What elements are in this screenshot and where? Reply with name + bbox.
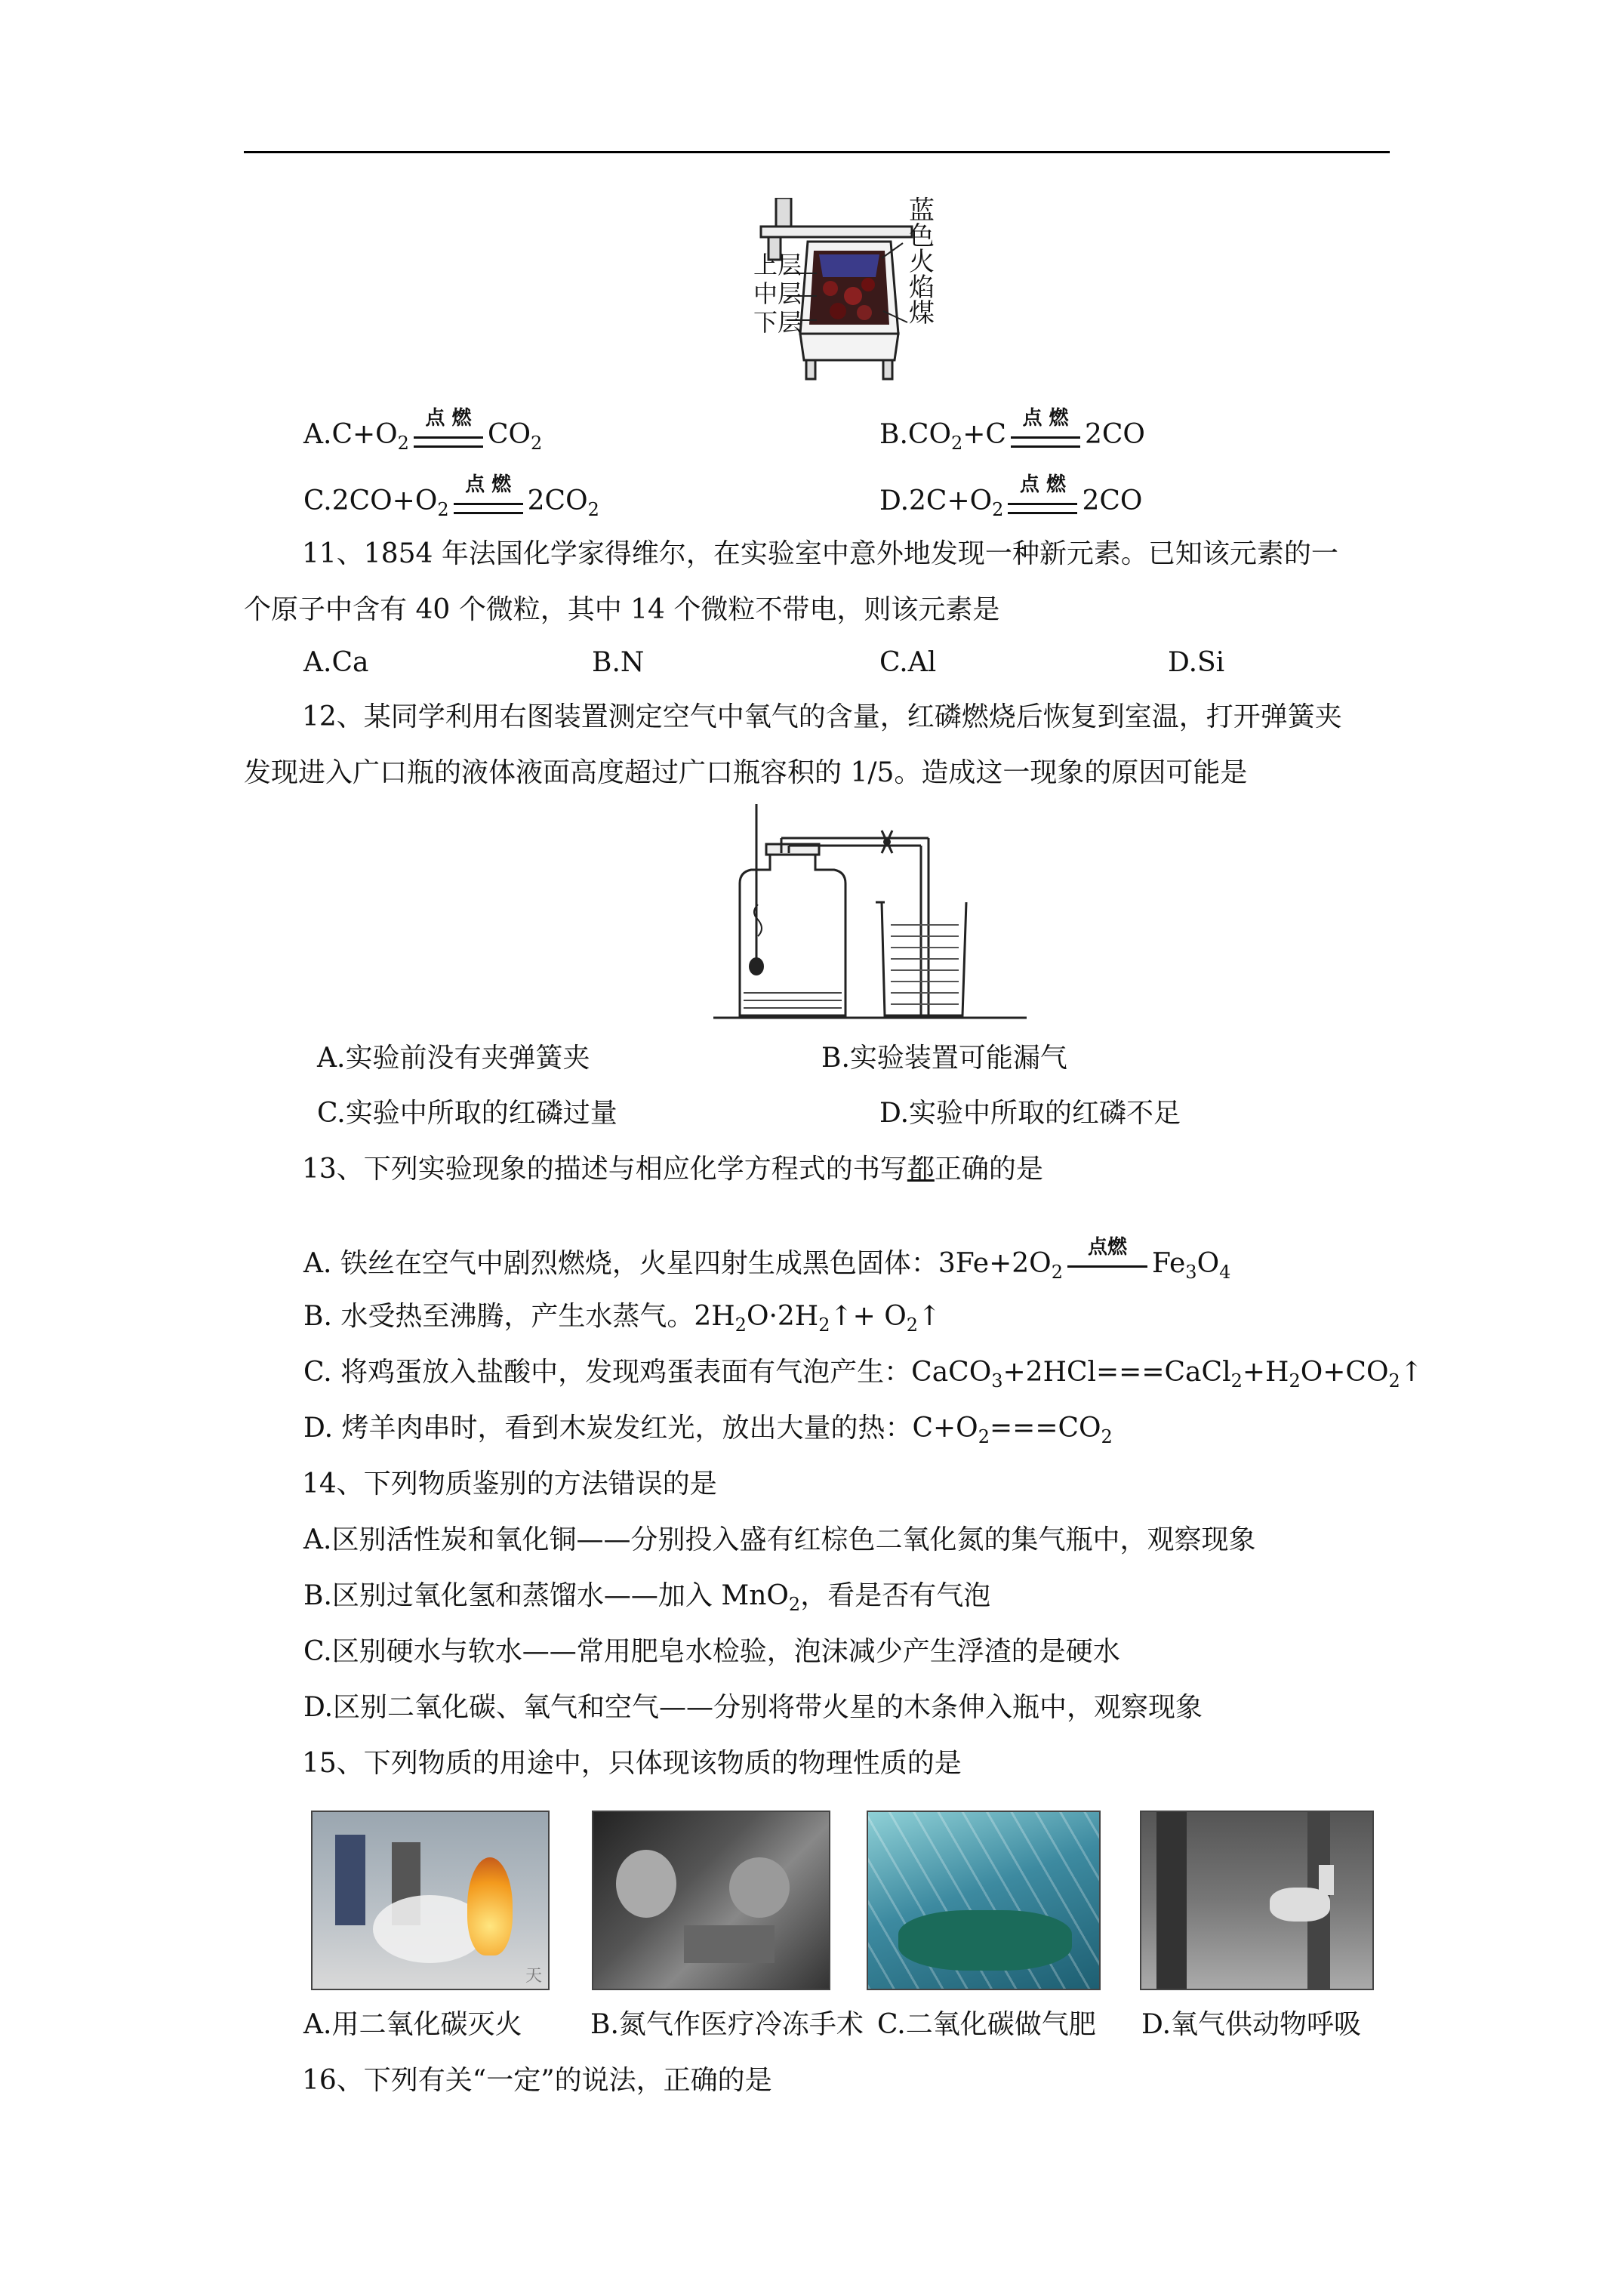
photo-deer-breathing [1140, 1811, 1374, 1990]
stove-label-middle: 中层 [753, 279, 802, 308]
q12-option-c[interactable]: C.实验中所取的红磷过量 [317, 1098, 617, 1129]
q12-stem-line2: 发现进入广口瓶的液体液面高度超过广口瓶容积的 1/5。造成这一现象的原因可能是 [244, 757, 1248, 788]
q12-option-a[interactable]: A.实验前没有夹弹簧夹 [317, 1043, 590, 1074]
q12-option-d[interactable]: D.实验中所取的红磷不足 [879, 1098, 1181, 1129]
stove-label-flame: 焰 [909, 273, 935, 303]
q12-option-b[interactable]: B.实验装置可能漏气 [821, 1043, 1067, 1074]
q14-stem: 14、下列物质鉴别的方法错误的是 [302, 1469, 717, 1499]
photo-cryosurgery [592, 1811, 830, 1990]
q13-option-c[interactable]: C. 将鸡蛋放入盐酸中，发现鸡蛋表面有气泡产生：$CaCO_3+2HCl===CaCl_2+H_2O+CO_2↑$ [303, 1357, 1423, 1391]
q14-option-d[interactable]: D.区别二氧化碳、氧气和空气——分别将带火星的木条伸入瓶中，观察现象 [303, 1692, 1203, 1723]
q10-option-d[interactable]: $D.2C+O_2$ 点 燃 2CO [879, 473, 1143, 520]
q13-option-a[interactable]: A. 铁丝在空气中剧烈燃烧，火星四射生成黑色固体：$3Fe+2O_2$ 点燃 $Fe_3O_4$ [303, 1236, 1231, 1283]
q11-stem-line1: 11、1854 年法国化学家得维尔，在实验室中意外地发现一种新元素。已知该元素的一 [302, 538, 1338, 569]
q10-option-b[interactable]: $B.CO_2+C$ 点 燃 2CO [879, 407, 1145, 454]
q13-option-d[interactable]: D. 烤羊肉串时，看到木炭发红光，放出大量的热：$C+O_2===CO_2$ [303, 1413, 1113, 1447]
stove-label-coal: 煤 [909, 298, 935, 328]
q11-option-a[interactable]: A.Ca [303, 647, 369, 678]
q15-stem: 15、下列物质的用途中，只体现该物质的物理性质的是 [302, 1748, 962, 1779]
q14-option-a[interactable]: A.区别活性炭和氧化铜——分别投入盛有红棕色二氧化氮的集气瓶中，观察现象 [303, 1524, 1256, 1555]
stove-label-lower: 下层 [753, 308, 802, 337]
q13-option-b[interactable]: B. 水受热至沸腾，产生水蒸气。$2H_2O\cdot 2H_2↑+$ $O_2↑$ [303, 1301, 941, 1336]
photo-fire-extinguishing: 天 [311, 1811, 550, 1990]
stove-label-fire: 火 [909, 247, 935, 277]
q15-caption-a[interactable]: A.用二氧化碳灭火 [303, 2009, 522, 2040]
q15-caption-b[interactable]: B.氮气作医疗冷冻手术 [590, 2009, 864, 2040]
stove-label-blue: 蓝 [909, 196, 935, 226]
stove-label-upper: 上层 [753, 251, 802, 279]
q15-caption-d[interactable]: D.氧气供动物呼吸 [1141, 2009, 1362, 2040]
q15-caption-c[interactable]: C.二氧化碳做气肥 [877, 2009, 1096, 2040]
q10-option-a[interactable]: $A.C+O_2$ 点 燃 $CO_2$ [303, 407, 543, 454]
header-rule [244, 151, 1390, 153]
q11-option-d[interactable]: D.Si [1168, 647, 1225, 678]
photo-greenhouse [867, 1811, 1101, 1990]
q14-option-b[interactable]: B.区别过氧化氢和蒸馏水——加入 MnO$_2$，看是否有气泡 [303, 1580, 991, 1615]
q11-option-b[interactable]: B.N [592, 647, 645, 678]
stove-label-color: 色 [909, 221, 935, 251]
q13-stem: 13、下列实验现象的描述与相应化学方程式的书写都正确的是 [302, 1154, 1043, 1185]
q12-stem-line1: 12、某同学利用右图装置测定空气中氧气的含量，红磷燃烧后恢复到室温，打开弹簧夹 [302, 701, 1342, 732]
q11-stem-line2: 个原子中含有 40 个微粒，其中 14 个微粒不带电，则该元素是 [244, 594, 1000, 625]
oxygen-apparatus-figure [710, 800, 1042, 1027]
q11-option-c[interactable]: C.Al [879, 647, 937, 678]
q14-option-c[interactable]: C.区别硬水与软水——常用肥皂水检验，泡沫减少产生浮渣的是硬水 [303, 1636, 1120, 1667]
q10-option-c[interactable]: $C.2CO+O_2$ 点 燃 $2CO_2$ [303, 473, 599, 520]
q16-stem: 16、下列有关“一定”的说法，正确的是 [302, 2065, 772, 2096]
